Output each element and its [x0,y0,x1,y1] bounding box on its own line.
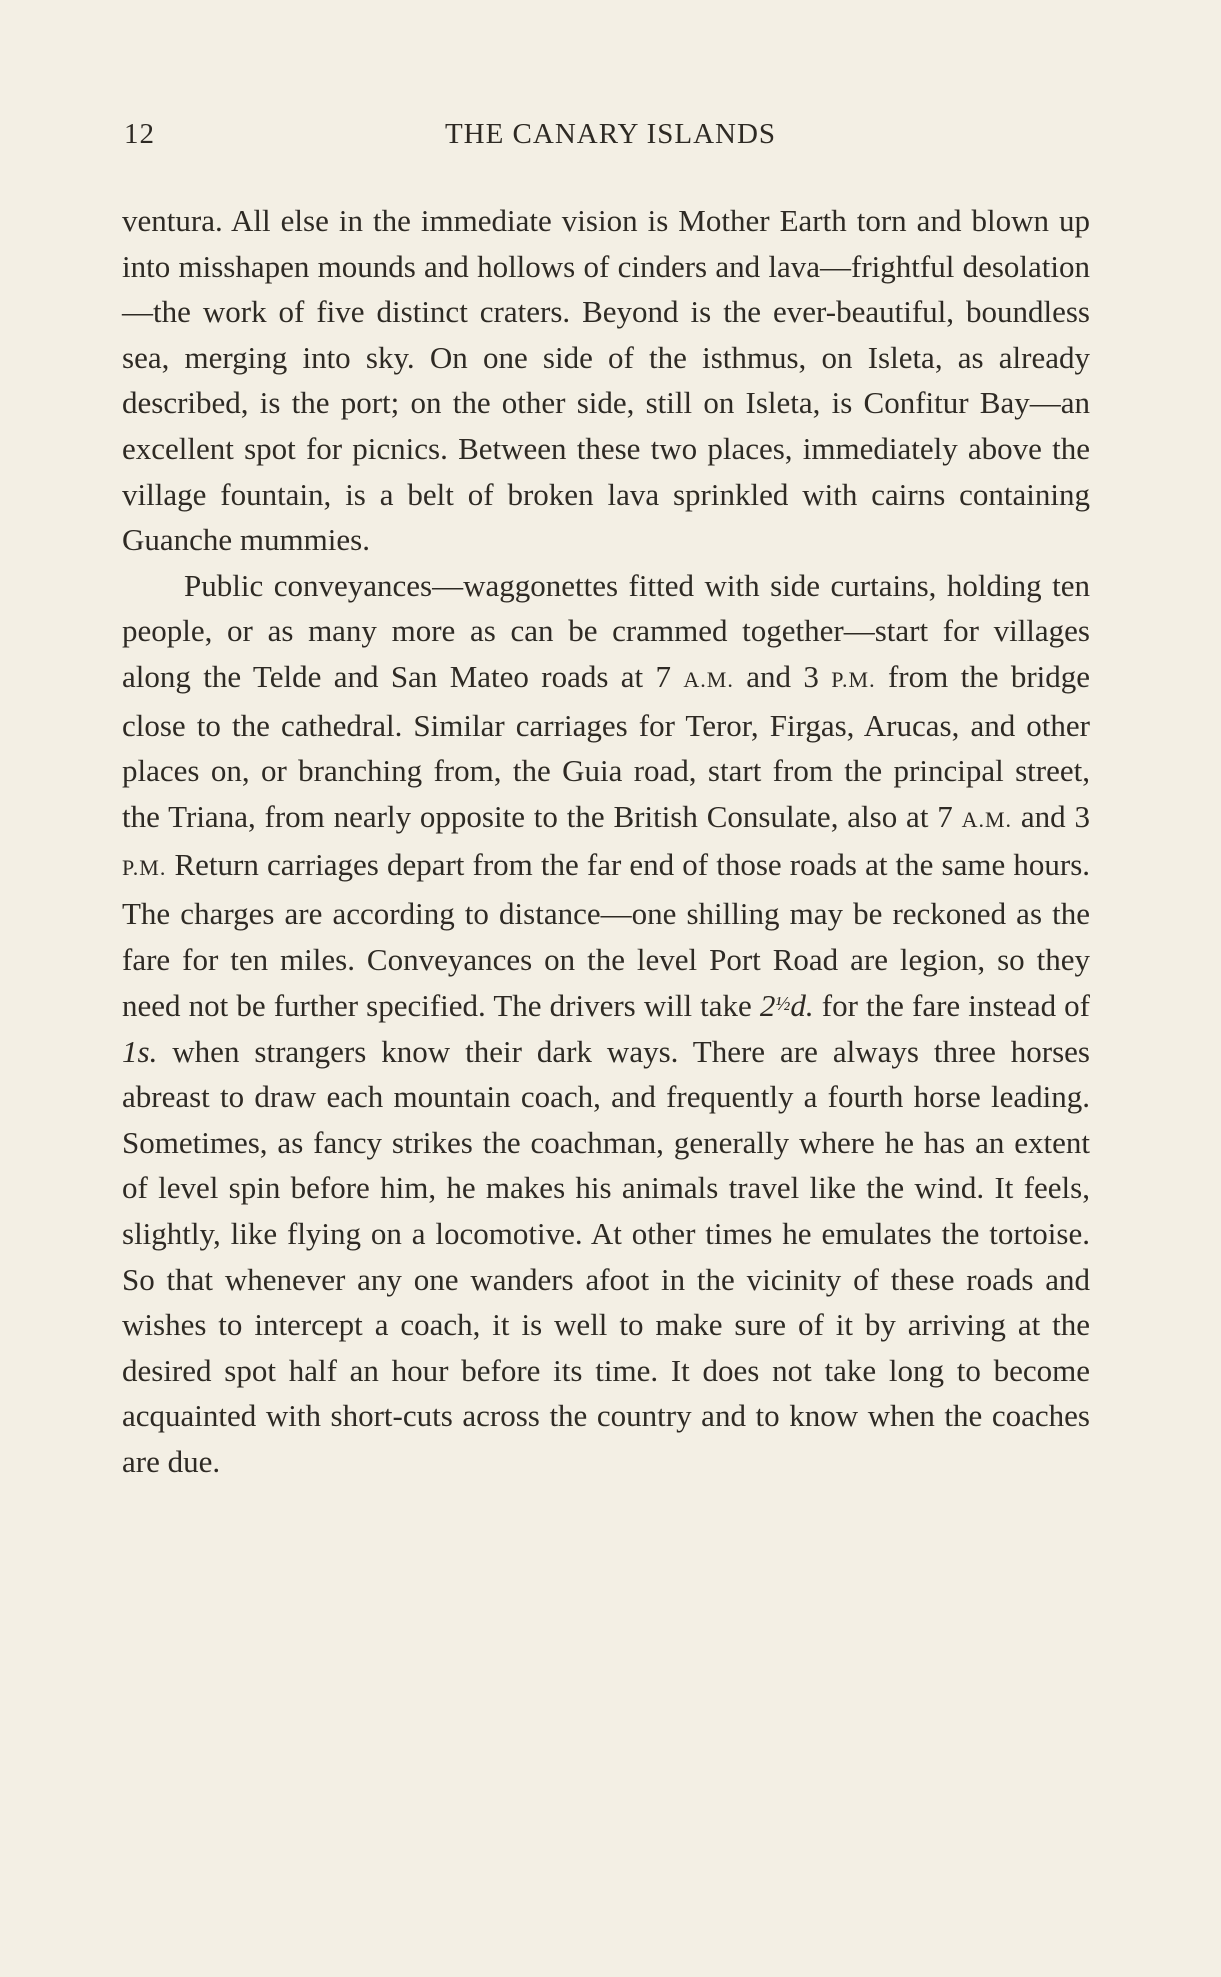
p2-text-7: when strangers know their dark ways. There are always three horses abreast to draw each mountain coach, and frequently a fourth horse leading. Sometimes, as fancy strikes the coachman, generally where he has an extent of level spin before him, he makes his animals travel like the wind. It feels, slightly, like flying on a locomotive. At other times he emulates the tortoise. So that whenever any one wanders afoot in the vicinity of these roads and wishes to intercept a coach, it is well to make sure of it by arriving at the desired spot half an hour before its time. It does not take long to become acquainted with short-cuts across the country and to know when the coaches are due. [122,1033,1090,1480]
time-pm-2: P.M. [122,855,167,881]
paragraph-1: ventura. All else in the immediate vision is Mother Earth torn and blown up into misshapen mounds and hollows of cinders and lava—frightful desolation—the work of five distinct craters. Beyond is the ever-beautiful, boundless sea, merging into sky. On one side of the isthmus, on Isleta, as already described, is the port; on the other side, still on Isleta, is Confitur Bay—an excellent spot for picnics. Between these two places, immediately above the village fountain, is a belt of broken lava sprinkled with cairns containing Guanche mummies. [122,203,1090,558]
paragraph-2 [122,563,1090,1485]
p2-text-3: from the bridge close to the cathedral. Similar carriages for Teror, Firgas, Arucas, and other places on, or branching from, the Guia road, start from the principal street, the Triana, from nearly opposite to the British Consulate, also at 7 [122,658,1091,834]
time-am-2: A.M. [961,806,1013,832]
body-text [122,198,1090,1485]
page-number: 12 [124,118,155,150]
time-am-1: A.M. [683,666,734,692]
fare-amount: 2½d. [759,988,814,1024]
p2-text-2: and 3 [746,658,819,694]
p2-text-1: Public conveyances—waggonettes fitted with side curtains, holding ten people, or as many more as can be crammed together—start for villages along the Telde and San Mateo roads at 7 [122,567,1090,694]
running-title: THE CANARY ISLANDS [444,118,777,150]
p2-text-6: for the fare instead of [821,988,1091,1024]
shilling-amount: 1s. [122,1033,158,1069]
p2-text-4: and 3 [1020,798,1091,834]
p2-text-5: Return carriages depart from the far end of those roads at the same hours. The charges are according to distance—one shilling may be reckoned as the fare for ten miles. Conveyances on the level Port Road are legion, so they need not be further specified. The drivers will take [122,847,1091,1024]
page-header [122,118,1099,168]
time-pm-1: P.M. [831,666,876,692]
